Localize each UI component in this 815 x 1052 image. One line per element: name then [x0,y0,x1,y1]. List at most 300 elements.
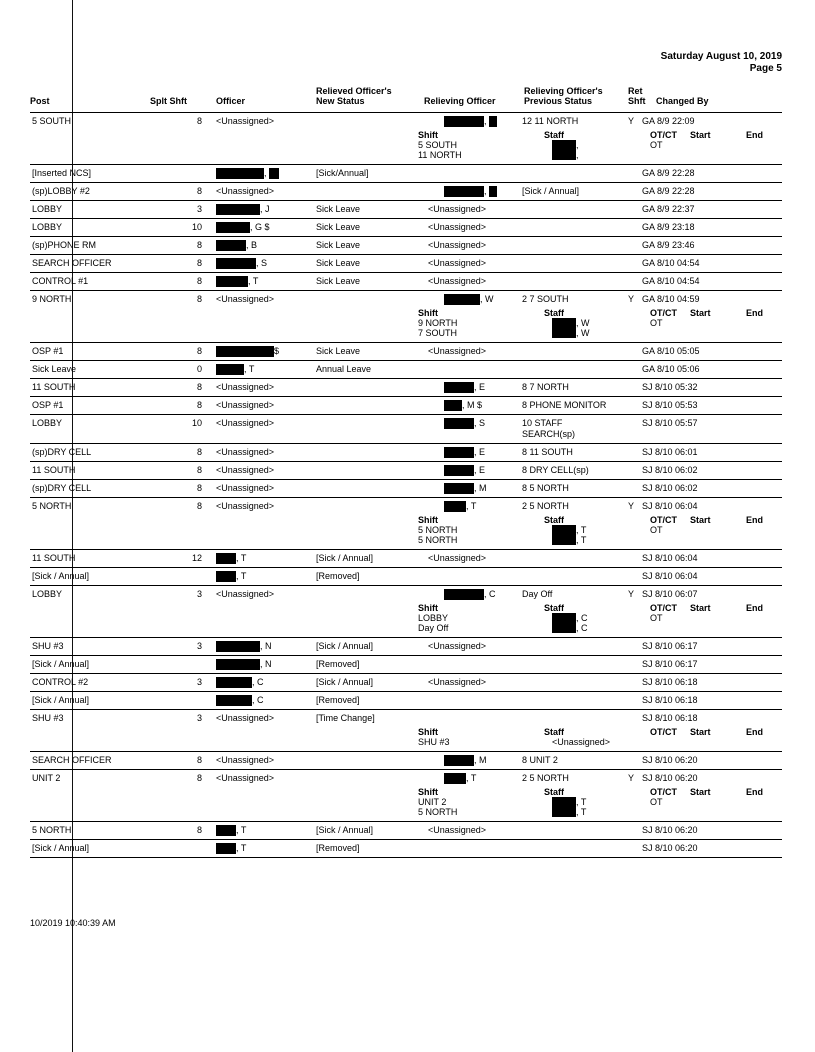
relieving-officer-cell-text: , S [474,418,486,428]
table-row [30,444,782,462]
relieving-officer-cell [444,400,482,411]
redaction-block [216,258,256,269]
changed-by-cell: SJ 8/10 05:57 [642,418,698,428]
changed-by-cell: SJ 8/10 06:17 [642,641,698,651]
shift-cell: 8 [196,258,202,268]
relieving-officer-cell [444,116,497,127]
changed-by-cell: SJ 8/10 06:20 [642,843,698,853]
staff-line [552,150,579,160]
relieving-officer-cell: <Unassigned> [428,258,487,268]
start-label: Start [690,515,711,525]
ot-value: OT [650,797,663,807]
post-cell: SHU #3 [32,641,64,651]
post-cell: CONTROL #2 [32,677,89,687]
report-header [661,51,782,75]
shift-cell: 8 [196,186,202,196]
redaction-block [552,328,576,338]
officer-cell-text: , J [260,204,270,214]
shift-cell: 8 [196,773,202,783]
relieving-officer-cell-text: , C [484,589,496,599]
officer-cell: <Unassigned> [216,447,275,457]
shift-cell: 8 [196,400,202,410]
staff-line-text: , [576,150,579,160]
post-cell: (sp)DRY CELL [32,447,92,457]
post-cell: LOBBY [32,222,63,232]
redaction-block [444,116,484,127]
previous-status-cell: 2 5 NORTH [522,773,569,783]
post-cell: [Sick / Annual] [32,659,90,669]
staff-line [552,613,588,623]
staff-line [552,623,588,633]
redaction-block [489,186,497,197]
redaction-block [552,623,576,633]
officer-cell [216,641,272,652]
new-status-cell: [Time Change] [316,713,375,723]
relieving-officer-cell-text: , [484,116,487,126]
shift-cell: 3 [196,641,202,651]
post-cell: OSP #1 [32,346,64,356]
shift-cell: 10 [191,222,202,232]
post-cell: 9 NORTH [32,294,72,304]
table-row [30,219,782,237]
shift-line: 11 NORTH [418,150,462,160]
ret-shift-cell: Y [628,589,635,599]
relieving-officer-cell-text: , M $ [462,400,483,410]
post-cell: LOBBY [32,204,63,214]
relieving-officer-cell [444,501,476,512]
ot-value: OT [650,140,663,150]
table-row [30,840,782,858]
table-row [30,638,782,656]
shift-cell: 12 [191,553,202,563]
post-cell: OSP #1 [32,400,64,410]
redaction-block [269,168,279,179]
col-splt-shft: Splt Shft [150,96,187,106]
staff-line [552,328,590,338]
table-row [30,480,782,498]
previous-status-cell: 8 11 SOUTH [522,447,573,457]
table-row [30,397,782,415]
table-row [30,656,782,674]
shift-cell: 8 [196,116,202,126]
changed-by-cell: SJ 8/10 06:20 [642,825,698,835]
relieving-officer-cell [444,382,485,393]
post-cell: (sp)LOBBY #2 [32,186,90,196]
end-label: End [746,787,763,797]
changed-by-cell: GA 8/10 04:54 [642,276,700,286]
start-label: Start [690,308,711,318]
redaction-block [552,318,576,328]
changed-by-cell: SJ 8/10 06:18 [642,713,698,723]
shift-cell: 3 [196,204,202,214]
officer-cell [216,843,246,854]
changed-by-cell: GA 8/10 04:54 [642,258,700,268]
officer-cell [216,364,254,375]
changed-by-cell: GA 8/9 23:46 [642,240,695,250]
otct-label: OT/CT [650,787,677,797]
new-status-cell: [Sick / Annual] [316,641,374,651]
changed-by-cell: SJ 8/10 06:18 [642,677,698,687]
changed-by-cell: SJ 8/10 06:04 [642,571,698,581]
redaction-block [216,677,252,688]
new-status-cell: Sick Leave [316,258,361,268]
shift-cell: 0 [196,364,202,374]
officer-cell: <Unassigned> [216,589,275,599]
start-label: Start [690,603,711,613]
relieving-officer-cell [444,418,485,429]
redaction-block [216,659,260,670]
staff-line [552,807,586,817]
ot-value: OT [650,525,663,535]
staff-label: Staff [544,603,564,613]
relieving-officer-cell [444,589,496,600]
redaction-block [552,140,576,150]
ot-value: OT [650,318,663,328]
shift-cell: 8 [196,825,202,835]
post-cell: CONTROL #1 [32,276,89,286]
changed-by-cell: SJ 8/10 06:20 [642,755,698,765]
previous-status-cell: 8 5 NORTH [522,483,569,493]
post-cell: SHU #3 [32,713,64,723]
officer-cell-text: $ [274,346,280,356]
officer-cell-text: , B [246,240,258,250]
table-row [30,586,782,638]
previous-status-cell: 8 PHONE MONITOR [522,400,607,410]
post-cell: 11 SOUTH [32,553,76,563]
changed-by-cell: SJ 8/10 06:17 [642,659,698,669]
redaction-block [216,364,244,375]
redaction-block [489,116,497,127]
staff-line-text: , [576,140,579,150]
relieving-officer-cell-text: , [484,186,487,196]
relieving-officer-cell: <Unassigned> [428,641,487,651]
officer-cell [216,659,272,670]
table-row [30,770,782,822]
previous-status-cell: 10 STAFF SEARCH(sp) [522,418,576,439]
table-row [30,183,782,201]
redaction-block [444,589,484,600]
post-cell: [Sick / Annual] [32,571,90,581]
previous-status-cell: 2 7 SOUTH [522,294,569,304]
post-cell: SEARCH OFFICER [32,258,112,268]
officer-cell-text: , G $ [250,222,270,232]
table-row [30,710,782,752]
redaction-block [216,240,246,251]
redaction-block [552,613,576,623]
page-number: Page 5 [749,63,782,74]
table-row [30,692,782,710]
changed-by-cell: GA 8/9 23:18 [642,222,695,232]
relieving-officer-cell: <Unassigned> [428,825,487,835]
officer-cell [216,204,270,215]
officer-cell [216,258,267,269]
officer-cell [216,825,246,836]
redaction-block [444,773,466,784]
shift-cell: 3 [196,713,202,723]
changed-by-cell: SJ 8/10 06:02 [642,483,698,493]
officer-cell-text: , C [252,677,264,687]
shift-label: Shift [418,130,438,140]
staff-line-text: , T [576,797,587,807]
new-status-cell: [Sick / Annual] [316,553,374,563]
redaction-block [216,168,264,179]
post-cell: UNIT 2 [32,773,61,783]
col-relieving-officer: Relieving Officer [424,96,496,106]
changed-by-cell: SJ 8/10 06:01 [642,447,698,457]
changed-by-cell: SJ 8/10 06:18 [642,695,698,705]
staff-label: Staff [544,130,564,140]
officer-cell-text: , T [248,276,259,286]
relieving-officer-cell-text: , E [474,465,486,475]
redaction-block [216,276,248,287]
redaction-block [216,843,236,854]
table-row [30,752,782,770]
relieving-officer-cell: <Unassigned> [428,276,487,286]
changed-by-cell: SJ 8/10 06:02 [642,465,698,475]
relieving-officer-cell [444,186,497,197]
end-label: End [746,603,763,613]
table-row [30,343,782,361]
new-status-cell: Sick Leave [316,240,361,250]
redaction-block [216,695,252,706]
otct-label: OT/CT [650,515,677,525]
post-cell: (sp)DRY CELL [32,483,92,493]
staff-label: Staff [544,787,564,797]
staff-label: Staff [544,515,564,525]
staff-line [552,797,586,807]
table-row [30,379,782,397]
redaction-block [444,465,474,476]
officer-cell: <Unassigned> [216,501,275,511]
otct-label: OT/CT [650,308,677,318]
relieving-officer-cell: <Unassigned> [428,553,487,563]
new-status-cell: [Removed] [316,843,360,853]
staff-line: <Unassigned> [552,737,611,747]
officer-cell: <Unassigned> [216,483,275,493]
table-row [30,165,782,183]
shift-cell: 8 [196,276,202,286]
officer-cell [216,677,264,688]
post-cell: [Sick / Annual] [32,695,90,705]
relieving-officer-cell [444,447,485,458]
officer-cell-text: , N [260,641,272,651]
redaction-block [216,825,236,836]
new-status-cell: [Sick/Annual] [316,168,369,178]
redaction-block [552,150,576,160]
table-row [30,550,782,568]
staff-line [552,535,586,545]
redaction-block [444,755,474,766]
officer-cell: <Unassigned> [216,465,275,475]
shift-cell: 8 [196,501,202,511]
officer-cell [216,553,246,564]
previous-status-cell: 8 UNIT 2 [522,755,558,765]
officer-cell-text: , T [244,364,255,374]
new-status-cell: Annual Leave [316,364,372,374]
shift-line: SHU #3 [418,737,450,747]
staff-line [552,525,586,535]
staff-label: Staff [544,727,564,737]
otct-label: OT/CT [650,130,677,140]
redaction-block [216,346,274,357]
relieving-officer-cell [444,755,487,766]
officer-cell: <Unassigned> [216,186,275,196]
previous-status-cell: 8 DRY CELL(sp) [522,465,589,475]
end-label: End [746,130,763,140]
post-cell: SEARCH OFFICER [32,755,112,765]
relieving-officer-cell [444,294,494,305]
shift-cell: 3 [196,677,202,687]
col-post: Post [30,96,50,106]
shift-cell: 3 [196,589,202,599]
shift-label: Shift [418,603,438,613]
shift-line: 9 NORTH [418,318,458,328]
redaction-block [552,525,576,535]
new-status-cell: [Sick / Annual] [316,825,374,835]
staff-line-text: , T [576,807,587,817]
shift-cell: 8 [196,294,202,304]
officer-cell: <Unassigned> [216,400,275,410]
redaction-block [444,382,474,393]
end-label: End [746,515,763,525]
shift-line: 7 SOUTH [418,328,458,338]
shift-cell: 8 [196,483,202,493]
redaction-block [552,535,576,545]
officer-cell-text: , T [236,553,247,563]
new-status-cell: Sick Leave [316,276,361,286]
new-status-cell: [Removed] [316,571,360,581]
redaction-block [444,400,462,411]
officer-cell: <Unassigned> [216,418,275,428]
changed-by-cell: GA 8/10 05:05 [642,346,700,356]
redaction-block [216,204,260,215]
new-status-cell: Sick Leave [316,222,361,232]
redaction-block [444,418,474,429]
shift-line: 5 NORTH [418,807,458,817]
redaction-block [444,294,480,305]
ret-shift-cell: Y [628,116,635,126]
redaction-block [552,797,576,807]
officer-cell: <Unassigned> [216,773,275,783]
officer-cell [216,571,246,582]
shift-cell: 8 [196,465,202,475]
print-timestamp: 10/2019 10:40:39 AM [30,918,116,928]
changed-by-cell: GA 8/9 22:28 [642,186,695,196]
changed-by-cell: SJ 8/10 05:32 [642,382,698,392]
post-cell: LOBBY [32,418,63,428]
previous-status-cell: 12 11 NORTH [522,116,579,126]
relieving-officer-cell: <Unassigned> [428,222,487,232]
report-date: Saturday August 10, 2019 [660,51,782,62]
col-ret-shft: Ret Shft [628,86,646,106]
table-row [30,291,782,343]
shift-line: 5 SOUTH [418,140,458,150]
relieving-officer-cell-text: , M [474,755,487,765]
start-label: Start [690,130,711,140]
ret-shift-cell: Y [628,294,635,304]
ot-value: OT [650,613,663,623]
log-table [30,113,782,858]
staff-line-text: , C [576,623,588,633]
new-status-cell: Sick Leave [316,204,361,214]
new-status-cell: Sick Leave [316,346,361,356]
col-relieving-prev: Relieving Officer's Previous Status [524,86,603,106]
post-cell: 5 SOUTH [32,116,72,126]
relieving-officer-cell-text: , M [474,483,487,493]
shift-line: 5 NORTH [418,535,458,545]
officer-cell [216,240,257,251]
shift-cell: 8 [196,447,202,457]
shift-cell: 8 [196,382,202,392]
shift-label: Shift [418,308,438,318]
redaction-block [216,553,236,564]
shift-line: Day Off [418,623,449,633]
staff-line-text: , T [576,525,587,535]
ret-shift-cell: Y [628,773,635,783]
table-row [30,674,782,692]
officer-cell-text: , S [256,258,268,268]
officer-cell-text: , [264,168,267,178]
post-cell: 5 NORTH [32,501,72,511]
table-row [30,361,782,379]
previous-status-cell: 8 7 NORTH [522,382,569,392]
redaction-block [216,222,250,233]
table-row [30,255,782,273]
post-cell: 11 SOUTH [32,382,76,392]
staff-line-text: , T [576,535,587,545]
relieving-officer-cell-text: , T [466,773,477,783]
redaction-block [216,641,260,652]
officer-cell-text: , C [252,695,264,705]
officer-cell [216,346,279,357]
new-status-cell: [Removed] [316,659,360,669]
officer-cell-text: , T [236,825,247,835]
post-cell: 11 SOUTH [32,465,76,475]
relieving-officer-cell-text: , E [474,382,486,392]
changed-by-cell: GA 8/9 22:28 [642,168,695,178]
table-row [30,273,782,291]
new-status-cell: [Removed] [316,695,360,705]
previous-status-cell: [Sick / Annual] [522,186,580,196]
officer-cell [216,222,270,233]
officer-cell-text: , T [236,843,247,853]
post-cell: Sick Leave [32,364,77,374]
redaction-block [444,447,474,458]
changed-by-cell: GA 8/10 04:59 [642,294,700,304]
start-label: Start [690,727,711,737]
changed-by-cell: SJ 8/10 06:07 [642,589,698,599]
post-cell: [Inserted NCS] [32,168,92,178]
officer-cell: <Unassigned> [216,755,275,765]
staff-line-text: , W [576,318,590,328]
end-label: End [746,727,763,737]
staff-line-text: , W [576,328,590,338]
officer-cell: <Unassigned> [216,713,275,723]
col-officer: Officer [216,96,246,106]
otct-label: OT/CT [650,603,677,613]
relieving-officer-cell: <Unassigned> [428,240,487,250]
shift-label: Shift [418,727,438,737]
post-cell: LOBBY [32,589,63,599]
table-row [30,462,782,480]
previous-status-cell: 2 5 NORTH [522,501,569,511]
table-row [30,237,782,255]
otct-label: OT/CT [650,727,677,737]
staff-line [552,140,579,150]
changed-by-cell: SJ 8/10 06:04 [642,553,698,563]
post-cell: 5 NORTH [32,825,72,835]
table-row [30,822,782,840]
